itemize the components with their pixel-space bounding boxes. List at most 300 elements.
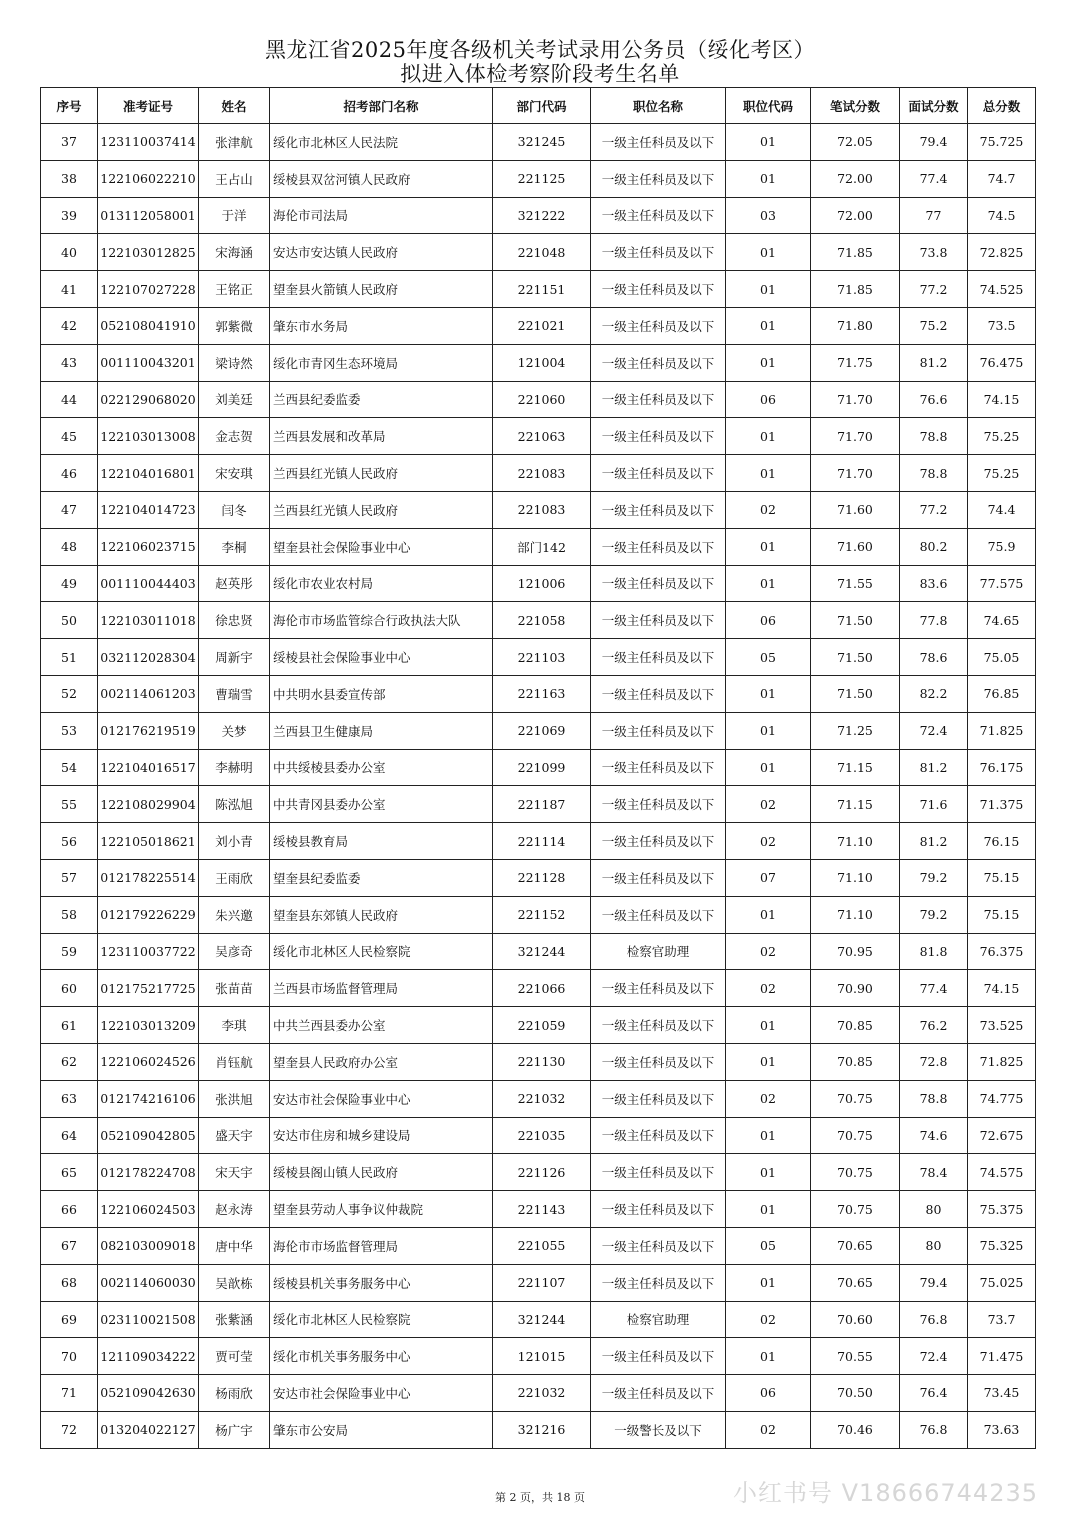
cell-dept: 望奎县纪委监委 xyxy=(270,859,493,896)
cell-position-code: 02 xyxy=(726,491,811,528)
cell-dept: 绥化市机关事务服务中心 xyxy=(270,1338,493,1375)
cell-dept: 兰西县发展和改革局 xyxy=(270,418,493,455)
cell-total-score: 75.025 xyxy=(968,1264,1036,1301)
table-row xyxy=(41,1191,1036,1228)
header-ticket: 准考证号 xyxy=(98,88,199,124)
cell-written-score: 70.75 xyxy=(811,1154,900,1191)
cell-interview-score: 78.8 xyxy=(900,418,968,455)
table-row xyxy=(41,197,1036,234)
cell-position: 一级主任科员及以下 xyxy=(591,418,726,455)
cell-position-code: 01 xyxy=(726,455,811,492)
cell-written-score: 70.46 xyxy=(811,1411,900,1448)
cell-written-score: 70.85 xyxy=(811,1007,900,1044)
cell-name: 于洋 xyxy=(199,197,270,234)
cell-seq: 71 xyxy=(41,1375,98,1412)
cell-dept: 兰西县红光镇人民政府 xyxy=(270,491,493,528)
cell-position-code: 01 xyxy=(726,749,811,786)
cell-total-score: 74.65 xyxy=(968,602,1036,639)
cell-position-code: 02 xyxy=(726,1411,811,1448)
page-footer: 第 2 页，共 18 页 xyxy=(495,1491,585,1504)
cell-position-code: 02 xyxy=(726,823,811,860)
cell-written-score: 71.15 xyxy=(811,786,900,823)
cell-dept-code: 221099 xyxy=(493,749,591,786)
cell-written-score: 71.75 xyxy=(811,344,900,381)
cell-name: 赵英彤 xyxy=(199,565,270,602)
table-row xyxy=(41,859,1036,896)
cell-ticket: 012179226229 xyxy=(98,896,199,933)
header-position: 职位名称 xyxy=(591,88,726,124)
cell-position: 一级主任科员及以下 xyxy=(591,528,726,565)
cell-dept-code: 121006 xyxy=(493,565,591,602)
cell-total-score: 75.05 xyxy=(968,639,1036,676)
table-row xyxy=(41,234,1036,271)
cell-interview-score: 77.2 xyxy=(900,491,968,528)
cell-position: 一级主任科员及以下 xyxy=(591,381,726,418)
header-name: 姓名 xyxy=(199,88,270,124)
cell-interview-score: 83.6 xyxy=(900,565,968,602)
cell-seq: 40 xyxy=(41,234,98,271)
cell-name: 唐中华 xyxy=(199,1227,270,1264)
table-row xyxy=(41,639,1036,676)
cell-written-score: 70.75 xyxy=(811,1117,900,1154)
cell-dept-code: 221126 xyxy=(493,1154,591,1191)
cell-name: 李赫明 xyxy=(199,749,270,786)
cell-seq: 67 xyxy=(41,1227,98,1264)
cell-dept: 海伦市市场监管综合行政执法大队 xyxy=(270,602,493,639)
cell-position-code: 01 xyxy=(726,675,811,712)
cell-position-code: 06 xyxy=(726,381,811,418)
cell-interview-score: 78.8 xyxy=(900,455,968,492)
cell-name: 梁诗然 xyxy=(199,344,270,381)
table-row xyxy=(41,160,1036,197)
cell-total-score: 72.825 xyxy=(968,234,1036,271)
cell-dept: 兰西县卫生健康局 xyxy=(270,712,493,749)
cell-ticket: 122103012825 xyxy=(98,234,199,271)
cell-total-score: 74.7 xyxy=(968,160,1036,197)
cell-ticket: 122108029904 xyxy=(98,786,199,823)
cell-dept-code: 221083 xyxy=(493,491,591,528)
cell-interview-score: 72.4 xyxy=(900,712,968,749)
cell-total-score: 75.25 xyxy=(968,418,1036,455)
cell-total-score: 71.825 xyxy=(968,712,1036,749)
cell-name: 徐忠贤 xyxy=(199,602,270,639)
cell-total-score: 74.775 xyxy=(968,1080,1036,1117)
cell-interview-score: 78.8 xyxy=(900,1080,968,1117)
cell-ticket: 082103009018 xyxy=(98,1227,199,1264)
cell-ticket: 122107027228 xyxy=(98,271,199,308)
cell-position: 一级主任科员及以下 xyxy=(591,1227,726,1264)
cell-ticket: 012178225514 xyxy=(98,859,199,896)
cell-ticket: 002114060030 xyxy=(98,1264,199,1301)
cell-written-score: 71.70 xyxy=(811,418,900,455)
cell-interview-score: 78.6 xyxy=(900,639,968,676)
cell-name: 陈泓旭 xyxy=(199,786,270,823)
cell-total-score: 74.15 xyxy=(968,381,1036,418)
cell-interview-score: 75.2 xyxy=(900,307,968,344)
cell-name: 杨雨欣 xyxy=(199,1375,270,1412)
cell-seq: 70 xyxy=(41,1338,98,1375)
cell-seq: 52 xyxy=(41,675,98,712)
cell-seq: 62 xyxy=(41,1043,98,1080)
cell-position: 一级主任科员及以下 xyxy=(591,160,726,197)
cell-position-code: 02 xyxy=(726,970,811,1007)
cell-ticket: 012174216106 xyxy=(98,1080,199,1117)
header-written-score: 笔试分数 xyxy=(811,88,900,124)
cell-dept: 安达市安达镇人民政府 xyxy=(270,234,493,271)
cell-total-score: 73.7 xyxy=(968,1301,1036,1338)
cell-ticket: 121109034222 xyxy=(98,1338,199,1375)
cell-name: 王雨欣 xyxy=(199,859,270,896)
cell-name: 金志贺 xyxy=(199,418,270,455)
table-row xyxy=(41,307,1036,344)
cell-dept: 绥棱县双岔河镇人民政府 xyxy=(270,160,493,197)
cell-seq: 61 xyxy=(41,1007,98,1044)
cell-position-code: 01 xyxy=(726,528,811,565)
cell-dept-code: 221114 xyxy=(493,823,591,860)
cell-seq: 44 xyxy=(41,381,98,418)
table-row xyxy=(41,565,1036,602)
cell-seq: 60 xyxy=(41,970,98,1007)
cell-total-score: 74.4 xyxy=(968,491,1036,528)
table-row xyxy=(41,1154,1036,1191)
cell-ticket: 052108041910 xyxy=(98,307,199,344)
cell-name: 王铭正 xyxy=(199,271,270,308)
cell-written-score: 71.60 xyxy=(811,528,900,565)
cell-dept-code: 221152 xyxy=(493,896,591,933)
cell-dept: 安达市社会保险事业中心 xyxy=(270,1375,493,1412)
cell-interview-score: 80.2 xyxy=(900,528,968,565)
table-row xyxy=(41,1080,1036,1117)
cell-dept: 兰西县市场监督管理局 xyxy=(270,970,493,1007)
cell-position-code: 01 xyxy=(726,1191,811,1228)
cell-dept-code: 221032 xyxy=(493,1080,591,1117)
cell-written-score: 71.55 xyxy=(811,565,900,602)
cell-position-code: 01 xyxy=(726,418,811,455)
cell-dept: 中共绥棱县委办公室 xyxy=(270,749,493,786)
cell-seq: 54 xyxy=(41,749,98,786)
cell-dept: 绥化市北林区人民法院 xyxy=(270,124,493,161)
cell-written-score: 72.00 xyxy=(811,160,900,197)
cell-interview-score: 74.6 xyxy=(900,1117,968,1154)
cell-seq: 50 xyxy=(41,602,98,639)
cell-position-code: 07 xyxy=(726,859,811,896)
document-subtitle: 拟进入体检考察阶段考生名单 xyxy=(400,62,680,86)
cell-ticket: 122104016801 xyxy=(98,455,199,492)
cell-position-code: 01 xyxy=(726,712,811,749)
cell-seq: 45 xyxy=(41,418,98,455)
cell-position: 一级主任科员及以下 xyxy=(591,639,726,676)
cell-ticket: 122106023715 xyxy=(98,528,199,565)
cell-written-score: 71.15 xyxy=(811,749,900,786)
cell-name: 闫冬 xyxy=(199,491,270,528)
cell-seq: 72 xyxy=(41,1411,98,1448)
cell-total-score: 75.325 xyxy=(968,1227,1036,1264)
cell-seq: 68 xyxy=(41,1264,98,1301)
cell-position-code: 06 xyxy=(726,602,811,639)
cell-dept-code: 221035 xyxy=(493,1117,591,1154)
header-total-score: 总分数 xyxy=(968,88,1036,124)
cell-interview-score: 81.2 xyxy=(900,749,968,786)
cell-position: 一级主任科员及以下 xyxy=(591,307,726,344)
cell-interview-score: 77.2 xyxy=(900,271,968,308)
cell-dept-code: 221058 xyxy=(493,602,591,639)
cell-position: 一级主任科员及以下 xyxy=(591,675,726,712)
cell-dept: 望奎县人民政府办公室 xyxy=(270,1043,493,1080)
table-row xyxy=(41,1117,1036,1154)
cell-seq: 47 xyxy=(41,491,98,528)
cell-interview-score: 76.4 xyxy=(900,1375,968,1412)
cell-seq: 51 xyxy=(41,639,98,676)
cell-seq: 59 xyxy=(41,933,98,970)
cell-ticket: 122106024503 xyxy=(98,1191,199,1228)
cell-name: 盛天宇 xyxy=(199,1117,270,1154)
cell-dept: 绥棱县机关事务服务中心 xyxy=(270,1264,493,1301)
table-row xyxy=(41,1375,1036,1412)
cell-position-code: 02 xyxy=(726,1080,811,1117)
cell-ticket: 122103013209 xyxy=(98,1007,199,1044)
cell-ticket: 122105018621 xyxy=(98,823,199,860)
header-dept: 招考部门名称 xyxy=(270,88,493,124)
cell-name: 宋天宇 xyxy=(199,1154,270,1191)
cell-ticket: 013204022127 xyxy=(98,1411,199,1448)
cell-written-score: 71.60 xyxy=(811,491,900,528)
cell-total-score: 71.825 xyxy=(968,1043,1036,1080)
table-row xyxy=(41,344,1036,381)
cell-name: 赵永涛 xyxy=(199,1191,270,1228)
cell-position: 一级主任科员及以下 xyxy=(591,749,726,786)
cell-ticket: 122106022210 xyxy=(98,160,199,197)
cell-name: 张洪旭 xyxy=(199,1080,270,1117)
cell-name: 周新宇 xyxy=(199,639,270,676)
table-row xyxy=(41,970,1036,1007)
cell-interview-score: 81.8 xyxy=(900,933,968,970)
cell-ticket: 052109042805 xyxy=(98,1117,199,1154)
cell-written-score: 71.50 xyxy=(811,602,900,639)
cell-name: 刘美廷 xyxy=(199,381,270,418)
cell-name: 宋安琪 xyxy=(199,455,270,492)
cell-position: 一级主任科员及以下 xyxy=(591,197,726,234)
cell-position: 一级主任科员及以下 xyxy=(591,1154,726,1191)
cell-position-code: 05 xyxy=(726,1227,811,1264)
cell-dept-code: 221059 xyxy=(493,1007,591,1044)
cell-total-score: 75.375 xyxy=(968,1191,1036,1228)
cell-name: 贾可莹 xyxy=(199,1338,270,1375)
cell-position-code: 05 xyxy=(726,639,811,676)
cell-ticket: 001110043201 xyxy=(98,344,199,381)
cell-interview-score: 77.4 xyxy=(900,160,968,197)
cell-position: 一级主任科员及以下 xyxy=(591,455,726,492)
cell-position: 一级主任科员及以下 xyxy=(591,1080,726,1117)
cell-position-code: 01 xyxy=(726,160,811,197)
cell-dept: 绥棱县社会保险事业中心 xyxy=(270,639,493,676)
cell-name: 李桐 xyxy=(199,528,270,565)
cell-ticket: 123110037414 xyxy=(98,124,199,161)
cell-dept-code: 121015 xyxy=(493,1338,591,1375)
cell-seq: 39 xyxy=(41,197,98,234)
candidate-table xyxy=(40,87,1036,1449)
cell-dept: 望奎县东郊镇人民政府 xyxy=(270,896,493,933)
cell-seq: 49 xyxy=(41,565,98,602)
cell-name: 李琪 xyxy=(199,1007,270,1044)
table-row xyxy=(41,712,1036,749)
cell-total-score: 76.375 xyxy=(968,933,1036,970)
cell-dept-code: 221107 xyxy=(493,1264,591,1301)
cell-interview-score: 78.4 xyxy=(900,1154,968,1191)
cell-seq: 69 xyxy=(41,1301,98,1338)
cell-written-score: 71.80 xyxy=(811,307,900,344)
cell-total-score: 74.5 xyxy=(968,197,1036,234)
document-title: 黑龙江省2025年度各级机关考试录用公务员（绥化考区） xyxy=(265,38,815,62)
table-row xyxy=(41,455,1036,492)
cell-position: 一级主任科员及以下 xyxy=(591,565,726,602)
cell-dept: 兰西县红光镇人民政府 xyxy=(270,455,493,492)
cell-dept: 兰西县纪委监委 xyxy=(270,381,493,418)
cell-total-score: 71.375 xyxy=(968,786,1036,823)
table-row xyxy=(41,1338,1036,1375)
table-row xyxy=(41,933,1036,970)
cell-name: 张紫涵 xyxy=(199,1301,270,1338)
cell-written-score: 71.10 xyxy=(811,896,900,933)
cell-written-score: 71.85 xyxy=(811,271,900,308)
cell-name: 宋海涵 xyxy=(199,234,270,271)
cell-dept-code: 321244 xyxy=(493,1301,591,1338)
cell-written-score: 71.50 xyxy=(811,675,900,712)
cell-position-code: 01 xyxy=(726,565,811,602)
cell-seq: 63 xyxy=(41,1080,98,1117)
cell-interview-score: 73.8 xyxy=(900,234,968,271)
table-row xyxy=(41,491,1036,528)
cell-written-score: 70.75 xyxy=(811,1080,900,1117)
cell-position: 一级主任科员及以下 xyxy=(591,124,726,161)
cell-dept-code: 221163 xyxy=(493,675,591,712)
cell-name: 郭紫微 xyxy=(199,307,270,344)
cell-interview-score: 76.8 xyxy=(900,1411,968,1448)
cell-seq: 42 xyxy=(41,307,98,344)
cell-name: 杨广宇 xyxy=(199,1411,270,1448)
cell-written-score: 70.50 xyxy=(811,1375,900,1412)
cell-written-score: 70.55 xyxy=(811,1338,900,1375)
cell-interview-score: 79.4 xyxy=(900,124,968,161)
cell-dept: 望奎县社会保险事业中心 xyxy=(270,528,493,565)
cell-dept-code: 221032 xyxy=(493,1375,591,1412)
cell-dept: 望奎县劳动人事争议仲裁院 xyxy=(270,1191,493,1228)
cell-seq: 66 xyxy=(41,1191,98,1228)
table-row xyxy=(41,1301,1036,1338)
cell-interview-score: 76.8 xyxy=(900,1301,968,1338)
cell-interview-score: 81.2 xyxy=(900,823,968,860)
cell-seq: 43 xyxy=(41,344,98,381)
table-row xyxy=(41,786,1036,823)
cell-written-score: 71.70 xyxy=(811,455,900,492)
cell-total-score: 75.9 xyxy=(968,528,1036,565)
cell-dept: 安达市社会保险事业中心 xyxy=(270,1080,493,1117)
cell-position: 检察官助理 xyxy=(591,933,726,970)
cell-position-code: 02 xyxy=(726,933,811,970)
cell-name: 曹瑞雪 xyxy=(199,675,270,712)
cell-position: 一级主任科员及以下 xyxy=(591,1191,726,1228)
cell-total-score: 73.63 xyxy=(968,1411,1036,1448)
cell-written-score: 70.60 xyxy=(811,1301,900,1338)
cell-dept-code: 321222 xyxy=(493,197,591,234)
cell-seq: 56 xyxy=(41,823,98,860)
cell-position-code: 01 xyxy=(726,271,811,308)
cell-written-score: 70.90 xyxy=(811,970,900,1007)
cell-dept-code: 221103 xyxy=(493,639,591,676)
cell-name: 王占山 xyxy=(199,160,270,197)
cell-position: 一级主任科员及以下 xyxy=(591,823,726,860)
cell-dept: 海伦市市场监督管理局 xyxy=(270,1227,493,1264)
cell-dept-code: 221187 xyxy=(493,786,591,823)
cell-dept-code: 121004 xyxy=(493,344,591,381)
cell-position-code: 01 xyxy=(726,307,811,344)
cell-position: 一级主任科员及以下 xyxy=(591,1043,726,1080)
cell-position: 检察官助理 xyxy=(591,1301,726,1338)
cell-total-score: 76.15 xyxy=(968,823,1036,860)
table-row xyxy=(41,823,1036,860)
cell-position-code: 01 xyxy=(726,234,811,271)
cell-name: 吴彦奇 xyxy=(199,933,270,970)
cell-seq: 65 xyxy=(41,1154,98,1191)
cell-interview-score: 79.2 xyxy=(900,896,968,933)
cell-seq: 57 xyxy=(41,859,98,896)
table-row xyxy=(41,1227,1036,1264)
cell-seq: 64 xyxy=(41,1117,98,1154)
cell-ticket: 122103011018 xyxy=(98,602,199,639)
cell-ticket: 001110044403 xyxy=(98,565,199,602)
cell-position: 一级主任科员及以下 xyxy=(591,1117,726,1154)
cell-dept: 绥化市青冈生态环境局 xyxy=(270,344,493,381)
table-row xyxy=(41,749,1036,786)
cell-written-score: 70.75 xyxy=(811,1191,900,1228)
cell-position: 一级主任科员及以下 xyxy=(591,1375,726,1412)
cell-position-code: 03 xyxy=(726,197,811,234)
cell-position-code: 02 xyxy=(726,786,811,823)
cell-dept-code: 部门142 xyxy=(493,528,591,565)
cell-ticket: 013112058001 xyxy=(98,197,199,234)
cell-written-score: 70.65 xyxy=(811,1264,900,1301)
cell-name: 关梦 xyxy=(199,712,270,749)
cell-interview-score: 80 xyxy=(900,1227,968,1264)
cell-dept-code: 221083 xyxy=(493,455,591,492)
cell-position-code: 01 xyxy=(726,1338,811,1375)
cell-total-score: 73.525 xyxy=(968,1007,1036,1044)
cell-position: 一级主任科员及以下 xyxy=(591,271,726,308)
header-position-code: 职位代码 xyxy=(726,88,811,124)
cell-total-score: 76.85 xyxy=(968,675,1036,712)
cell-ticket: 023110021508 xyxy=(98,1301,199,1338)
cell-seq: 55 xyxy=(41,786,98,823)
header-interview-score: 面试分数 xyxy=(900,88,968,124)
cell-seq: 46 xyxy=(41,455,98,492)
cell-name: 朱兴邀 xyxy=(199,896,270,933)
cell-written-score: 70.95 xyxy=(811,933,900,970)
cell-ticket: 052109042630 xyxy=(98,1375,199,1412)
cell-total-score: 73.45 xyxy=(968,1375,1036,1412)
cell-dept-code: 221066 xyxy=(493,970,591,1007)
cell-written-score: 71.25 xyxy=(811,712,900,749)
cell-total-score: 74.525 xyxy=(968,271,1036,308)
cell-written-score: 72.00 xyxy=(811,197,900,234)
table-row xyxy=(41,124,1036,161)
cell-position-code: 01 xyxy=(726,1043,811,1080)
cell-position: 一级主任科员及以下 xyxy=(591,1007,726,1044)
cell-position: 一级主任科员及以下 xyxy=(591,1338,726,1375)
cell-name: 刘小青 xyxy=(199,823,270,860)
cell-position-code: 01 xyxy=(726,896,811,933)
cell-total-score: 71.475 xyxy=(968,1338,1036,1375)
cell-interview-score: 79.4 xyxy=(900,1264,968,1301)
cell-dept: 绥化市北林区人民检察院 xyxy=(270,1301,493,1338)
